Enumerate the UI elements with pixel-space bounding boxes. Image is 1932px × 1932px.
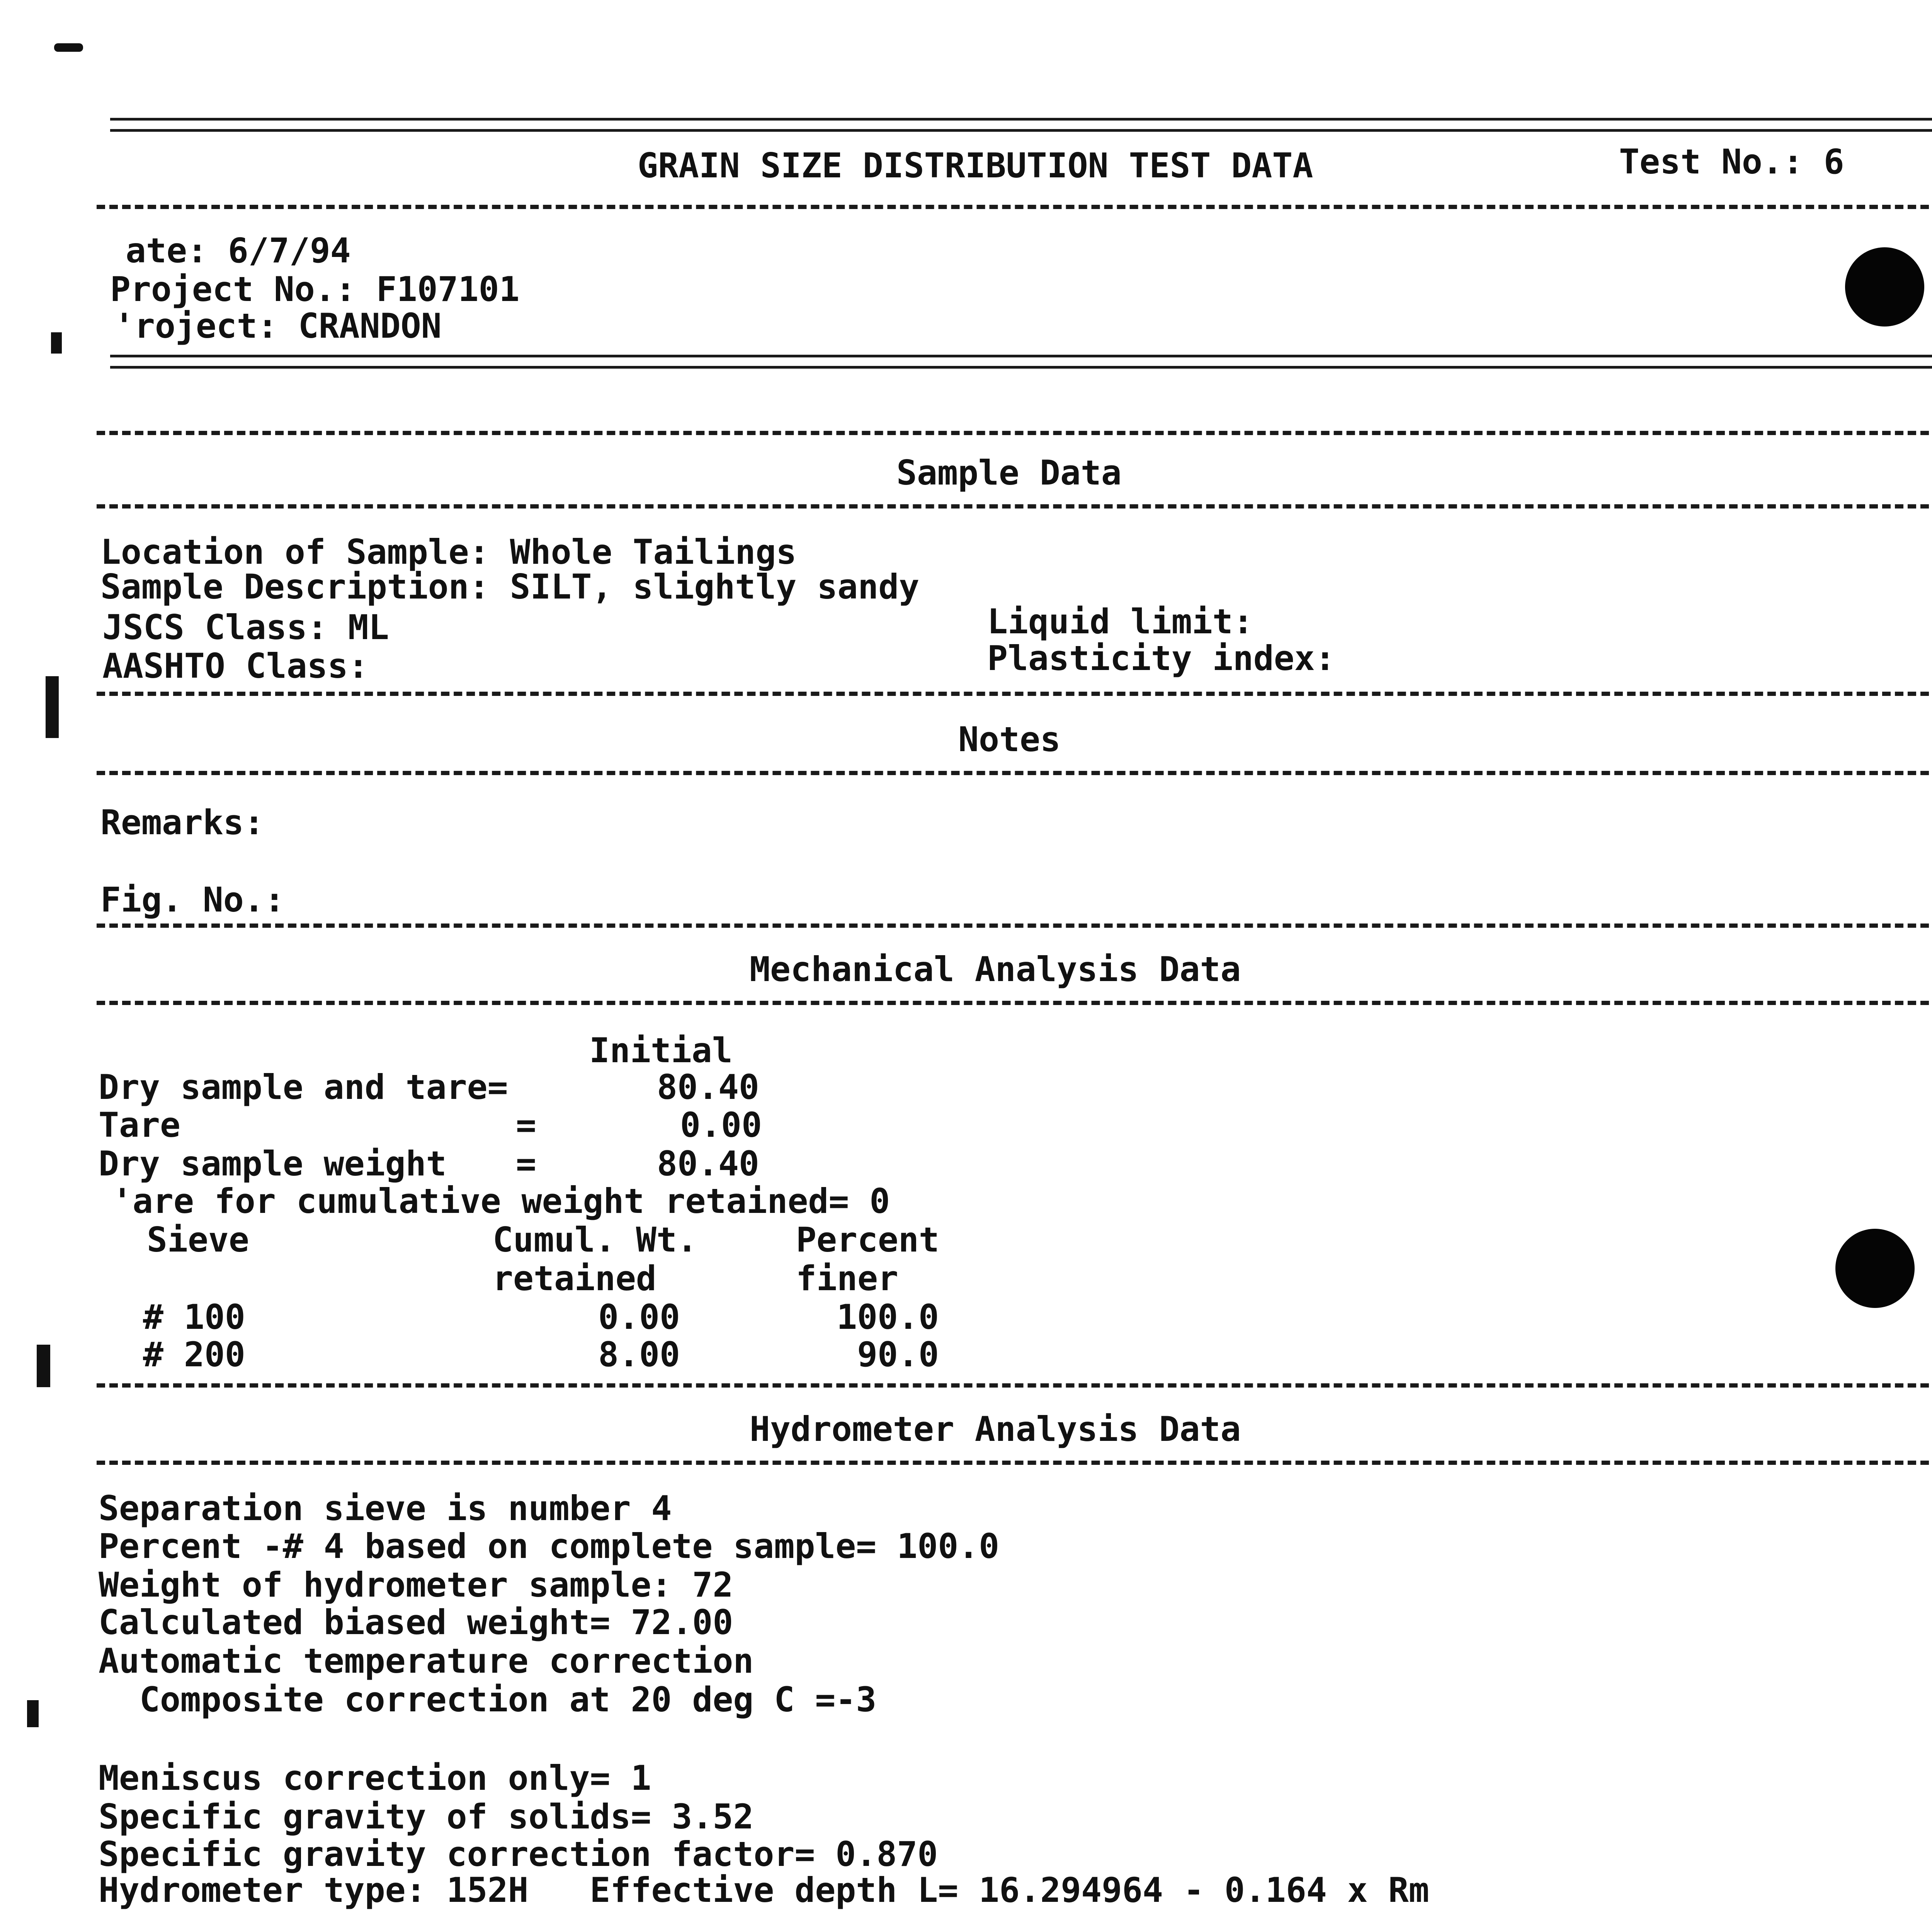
dry-weight-equals: =	[516, 1144, 536, 1184]
dry-weight-value: 80.40	[657, 1144, 759, 1184]
header-rule-top	[110, 118, 1932, 132]
hydrometer-line: Weight of hydrometer sample: 72	[99, 1565, 733, 1605]
sample-divider-bottom	[97, 504, 1932, 509]
sieve-row-sieve: # 100	[143, 1297, 245, 1337]
liquid-limit: Liquid limit:	[987, 602, 1253, 641]
aashto-class: AASHTO Class:	[102, 646, 369, 686]
hydrometer-line: Calculated biased weight= 72.00	[99, 1602, 733, 1642]
sieve-row-cumul: 0.00	[598, 1297, 680, 1337]
sieve-header: Sieve	[147, 1220, 249, 1260]
punch-hole-top	[1845, 247, 1924, 327]
test-number: Test No.: 6	[1619, 142, 1844, 182]
dry-weight-label: Dry sample weight	[99, 1144, 447, 1184]
hydrometer-line: Specific gravity correction factor= 0.870	[99, 1834, 938, 1874]
notes-divider-top	[97, 692, 1932, 696]
header-rule-bottom	[110, 355, 1932, 369]
dry-sample-tare-label: Dry sample and tare=	[99, 1067, 508, 1107]
document-title: GRAIN SIZE DISTRIBUTION TEST DATA	[638, 146, 1313, 185]
scan-mark	[37, 1345, 50, 1387]
project-name: 'roject: CRANDON	[114, 306, 442, 346]
sample-location: Location of Sample: Whole Tailings	[100, 532, 797, 572]
mechanical-section-title: Mechanical Analysis Data	[750, 949, 1241, 989]
hydrometer-divider-top	[97, 1383, 1932, 1388]
hydrometer-line: Meniscus correction only= 1	[99, 1758, 651, 1798]
hydrometer-divider-bottom	[97, 1461, 1932, 1465]
initial-label: Initial	[589, 1031, 733, 1070]
sample-description: Sample Description: SILT, slightly sandy	[100, 567, 920, 607]
hydrometer-line: Composite correction at 20 deg C =-3	[99, 1680, 877, 1719]
remarks: Remarks:	[100, 803, 264, 842]
hydrometer-line: Separation sieve is number 4	[99, 1488, 672, 1528]
dry-sample-tare-value: 80.40	[657, 1067, 759, 1107]
hydrometer-section-title: Hydrometer Analysis Data	[750, 1409, 1241, 1449]
sieve-row-sieve: # 200	[143, 1335, 245, 1374]
header-divider	[97, 205, 1932, 209]
sample-section-title: Sample Data	[896, 453, 1122, 493]
scan-mark	[27, 1700, 39, 1727]
scan-mark	[46, 676, 59, 738]
hydrometer-line: Percent -# 4 based on complete sample= 100.0	[99, 1526, 1000, 1566]
scan-mark	[54, 43, 83, 52]
sample-divider-top	[97, 431, 1932, 435]
notes-divider-bottom	[97, 771, 1932, 775]
sieve-row-finer: 100.0	[837, 1297, 939, 1337]
notes-section-title: Notes	[958, 719, 1061, 759]
mechanical-divider-bottom	[97, 1001, 1932, 1005]
punch-hole-middle	[1835, 1229, 1915, 1308]
tare-label: Tare	[99, 1105, 180, 1145]
cumul-header-1: Cumul. Wt.	[493, 1220, 697, 1260]
cumulative-tare: 'are for cumulative weight retained= 0	[112, 1181, 890, 1221]
cumul-header-2: retained	[493, 1259, 656, 1298]
hydrometer-line: Specific gravity of solids= 3.52	[99, 1797, 754, 1837]
uscs-class: JSCS Class: ML	[102, 607, 389, 647]
hydrometer-line: Automatic temperature correction	[99, 1641, 754, 1681]
tare-value: 0.00	[680, 1105, 762, 1145]
sieve-row-finer: 90.0	[857, 1335, 939, 1374]
plasticity-index: Plasticity index:	[987, 638, 1335, 678]
sieve-row-cumul: 8.00	[598, 1335, 680, 1374]
project-number: Project No.: F107101	[110, 269, 520, 309]
percent-header-1: Percent	[796, 1220, 939, 1260]
tare-equals: =	[516, 1105, 536, 1145]
figure-number: Fig. No.:	[100, 880, 285, 920]
date: ate: 6/7/94	[126, 231, 351, 270]
scan-mark	[51, 332, 62, 354]
percent-header-2: finer	[796, 1259, 898, 1298]
hydrometer-line: Hydrometer type: 152H Effective depth L= 16.294964 - 0.164 x Rm	[99, 1870, 1429, 1910]
mechanical-divider-top	[97, 923, 1932, 928]
